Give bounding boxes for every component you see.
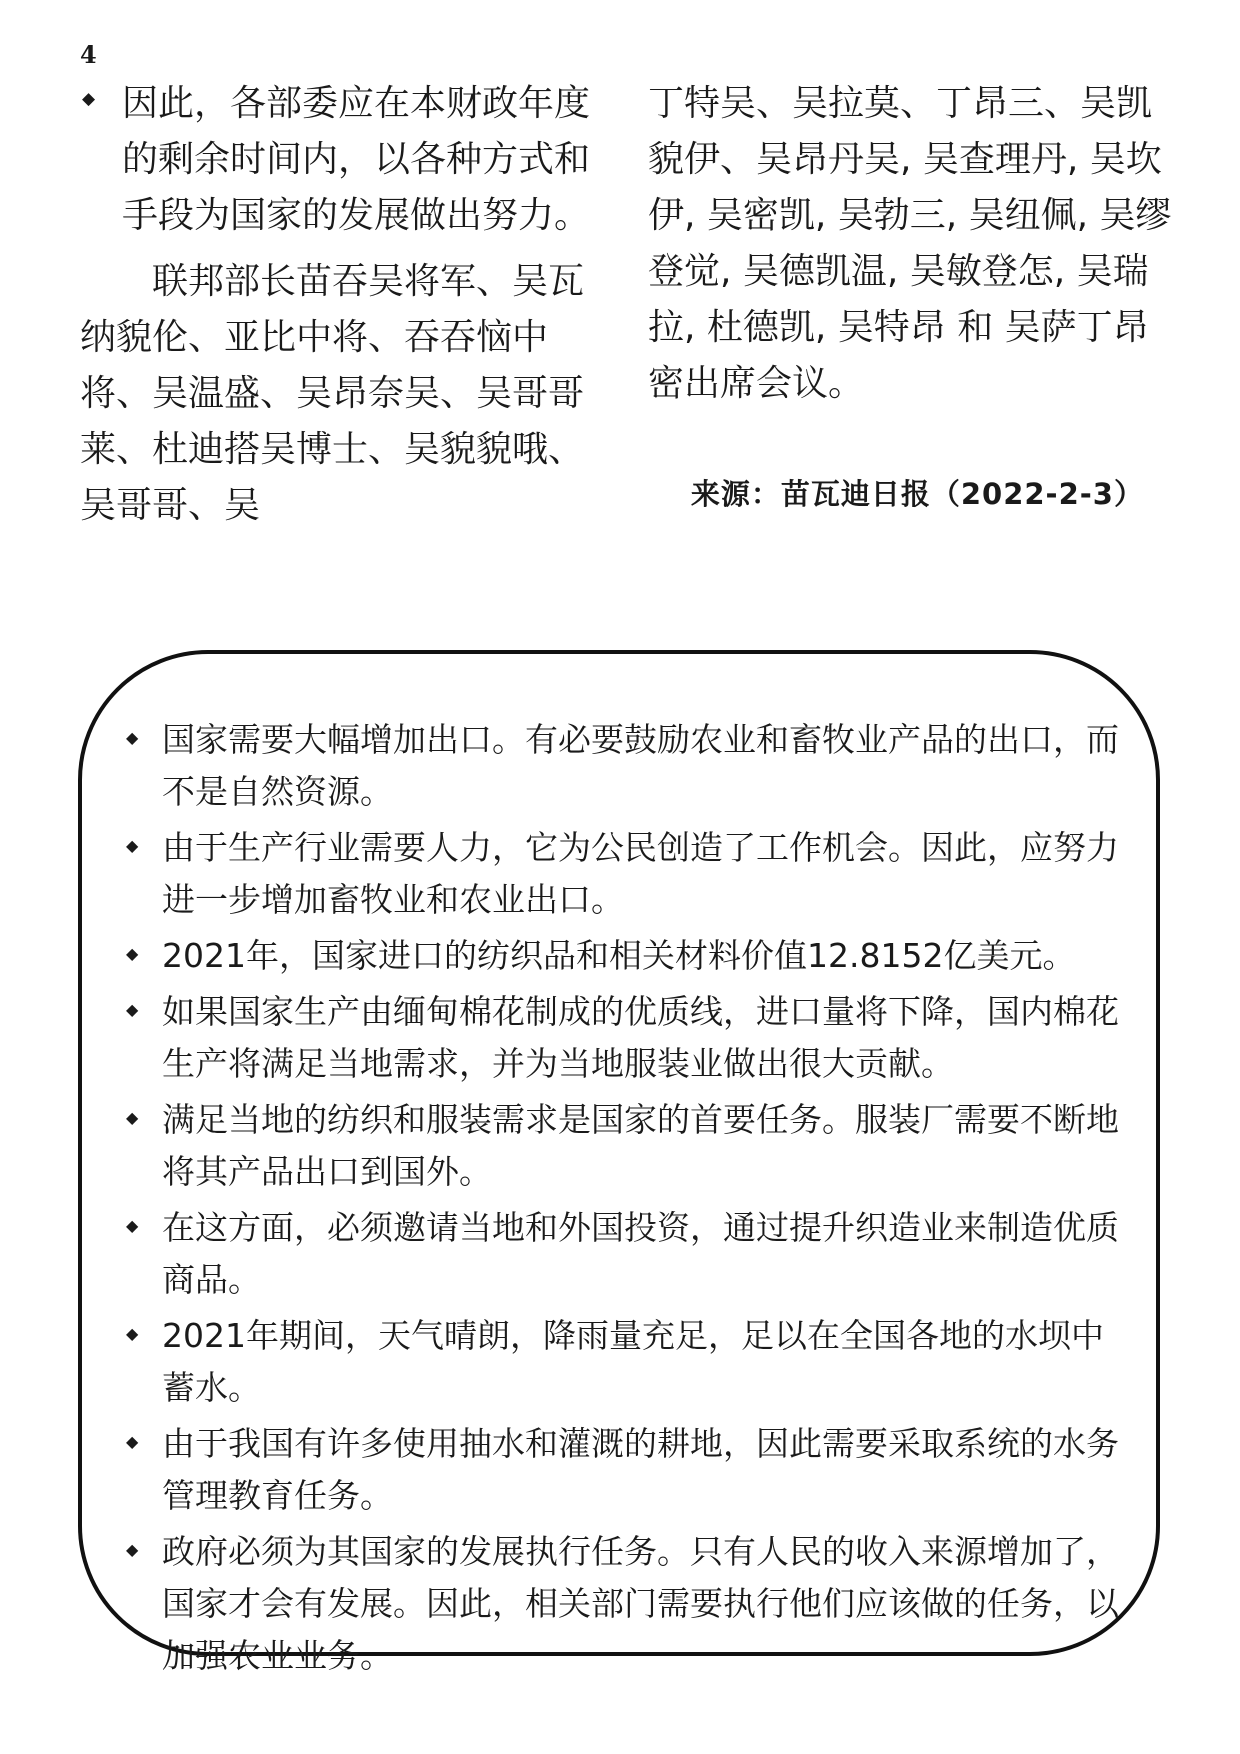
source-citation: 来源：苗瓦迪日报（2022-2-3）	[690, 477, 1144, 511]
list-item-text: 在这方面，必须邀请当地和外国投资，通过提升织造业来制造优质商品。	[162, 1208, 1119, 1299]
list-item	[122, 986, 1132, 1090]
page-number: 4	[80, 40, 97, 69]
list-item-text: 由于我国有许多使用抽水和灌溉的耕地，因此需要采取系统的水务管理教育任务。	[162, 1424, 1119, 1515]
diamond-bullet-icon: ◆	[126, 1216, 139, 1235]
list-item	[122, 1202, 1132, 1306]
list-item	[122, 714, 1132, 818]
list-item-text: 政府必须为其国家的发展执行任务。只有人民的收入来源增加了，国家才会有发展。因此，相关部门需要执行他们应该做的任务，以加强农业业务。	[162, 1532, 1119, 1675]
diamond-bullet-icon: ◆	[126, 1108, 139, 1127]
diamond-bullet-icon: ◆	[126, 836, 139, 855]
left-column	[80, 76, 610, 534]
right-column	[648, 76, 1172, 412]
list-item	[122, 1310, 1132, 1414]
list-item	[122, 822, 1132, 926]
bullet-paragraph-text: 因此，各部委应在本财政年度的剩余时间内，以各种方式和手段为国家的发展做出努力。	[122, 83, 591, 236]
list-item	[122, 1418, 1132, 1522]
list-item-text: 由于生产行业需要人力，它为公民创造了工作机会。因此，应努力进一步增加畜牧业和农业出口。	[162, 828, 1119, 919]
list-item	[122, 1094, 1132, 1198]
diamond-bullet-icon: ◆	[126, 1540, 139, 1559]
diamond-bullet-icon: ◆	[82, 89, 96, 109]
list-item-text: 2021年，国家进口的纺织品和相关材料价值12.8152亿美元。	[162, 936, 1076, 975]
list-item	[122, 1526, 1132, 1682]
list-item-text: 2021年期间，天气晴朗，降雨量充足，足以在全国各地的水坝中蓄水。	[162, 1316, 1104, 1407]
attendees-paragraph-continued: 丁特吴、吴拉莫、丁昂三、吴凯貌伊、吴昂丹吴, 吴查理丹, 吴坎伊, 吴密凯, 吴勃三, 吴纽佩, 吴缪登觉, 吴德凯温, 吴敏登怎, 吴瑞拉, 杜德凯, 吴特昂 和 吴萨丁昂密出席会议。	[648, 83, 1172, 404]
diamond-bullet-icon: ◆	[126, 944, 139, 963]
attendees-paragraph: 联邦部长苗吞吴将军、吴瓦纳貌伦、亚比中将、吞吞恼中将、吴温盛、吴昂奈吴、吴哥哥莱、杜迪搭吴博士、吴貌貌哦、吴哥哥、吴	[80, 261, 585, 526]
list-item-text: 满足当地的纺织和服装需求是国家的首要任务。服装厂需要不断地将其产品出口到国外。	[162, 1100, 1119, 1191]
diamond-bullet-icon: ◆	[126, 728, 139, 747]
list-item-text: 如果国家生产由缅甸棉花制成的优质线，进口量将下降，国内棉花生产将满足当地需求，并为当地服装业做出很大贡献。	[162, 992, 1119, 1083]
diamond-bullet-icon: ◆	[126, 1324, 139, 1343]
list-item	[122, 930, 1132, 982]
summary-list	[122, 714, 1132, 1686]
diamond-bullet-icon: ◆	[126, 1432, 139, 1451]
diamond-bullet-icon: ◆	[126, 1000, 139, 1019]
list-item-text: 国家需要大幅增加出口。有必要鼓励农业和畜牧业产品的出口，而不是自然资源。	[162, 720, 1119, 811]
bullet-paragraph	[80, 76, 610, 244]
